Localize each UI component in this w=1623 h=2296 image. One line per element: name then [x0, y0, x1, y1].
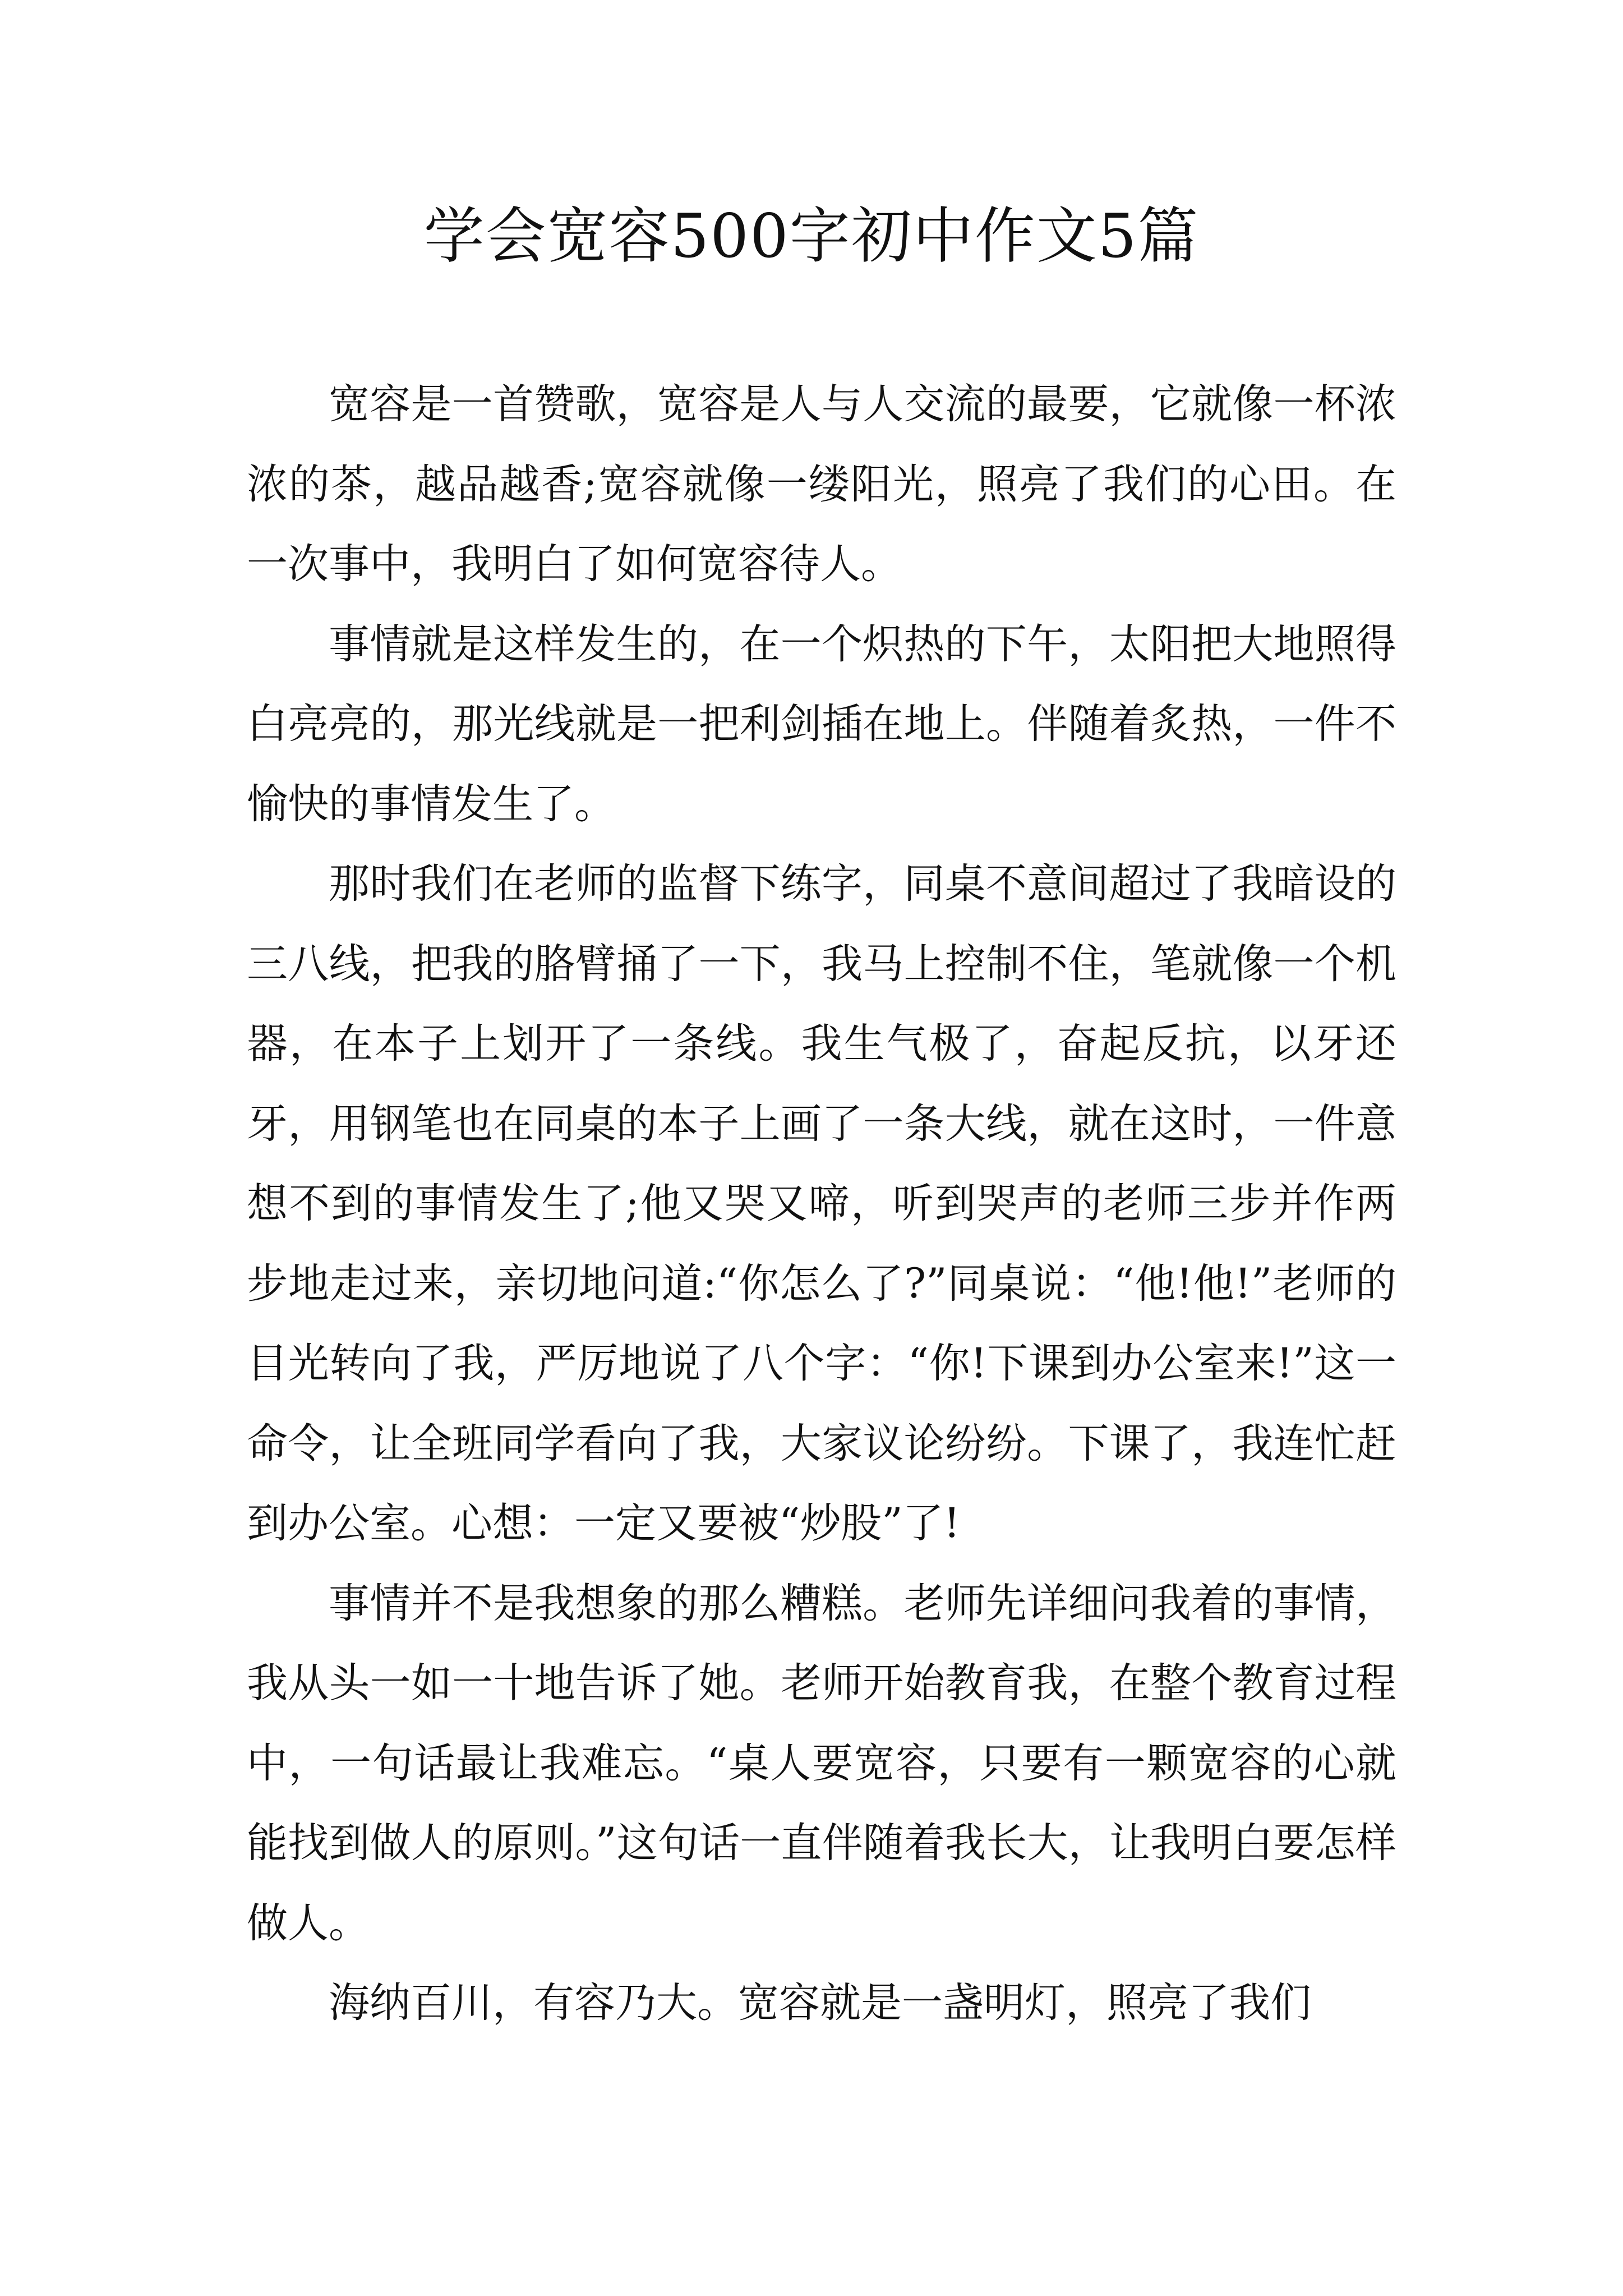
- paragraph-1: 宽容是一首赞歌，宽容是人与人交流的最要，它就像一杯浓浓的茶，越品越香;宽容就像一缕阳光，照亮了我们的心田。在一次事中，我明白了如何宽容待人。: [247, 380, 1396, 588]
- document-title: 学会宽容500字初中作文5篇: [423, 201, 1200, 272]
- document-body: [247, 365, 1396, 2044]
- paragraph-3: 那时我们在老师的监督下练字，同桌不意间超过了我暗设的三八线，把我的胳臂捅了一下，我马上控制不住，笔就像一个机器，在本子上划开了一条线。我生气极了，奋起反抗，以牙还牙，用钢笔也在同桌的本子上画了一条大线，就在这时，一件意想不到的事情发生了;他又哭又啼，听到哭声的老师三步并作两步地走过来，亲切地问道:“你怎么了?”同桌说：“他!他!”老师的目光转向了我，严厉地说了八个字：“你!下课到办公室来!”这一命令，让全班同学看向了我，大家议论纷纷。下课了，我连忙赶到办公室。心想：一定又要被“炒股”了!: [247, 860, 1396, 1547]
- paragraph-5: 海纳百川，有容乃大。宽容就是一盏明灯，照亮了我们: [329, 1979, 1311, 2027]
- paragraph-4: 事情并不是我想象的那么糟糕。老师先详细问我着的事情，我从头一如一十地告诉了她。老师开始教育我，在整个教育过程中，一句话最让我难忘。“桌人要宽容，只要有一颗宽容的心就能找到做人的原则。”这句话一直伴随着我长大，让我明白要怎样做人。: [247, 1579, 1396, 1947]
- paragraph-2: 事情就是这样发生的，在一个炽热的下午，太阳把大地照得白亮亮的，那光线就是一把利剑插在地上。伴随着炙热，一件不愉快的事情发生了。: [247, 620, 1396, 828]
